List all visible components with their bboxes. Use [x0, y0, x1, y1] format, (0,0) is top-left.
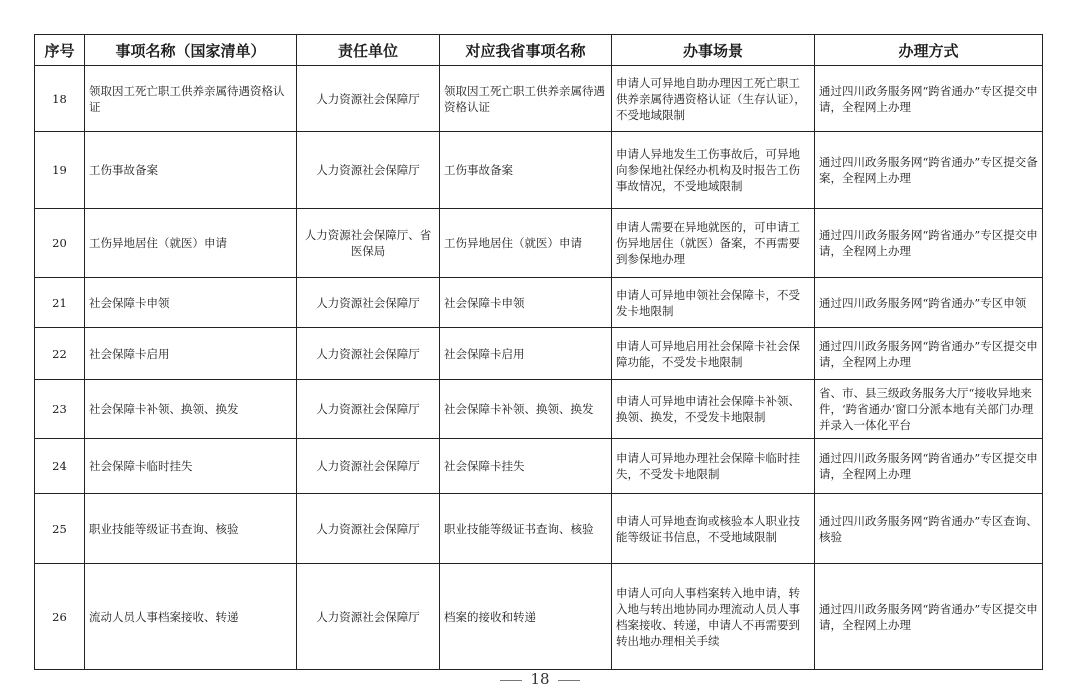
table-header-row: [35, 35, 1043, 66]
row-number: 21: [35, 278, 85, 328]
scene-text: 申请人可异地办理社会保障卡临时挂失，不受发卡地限制: [612, 439, 815, 494]
responsible-unit: 人力资源社会保障厅: [297, 380, 440, 439]
item-name: 社会保障卡启用: [85, 328, 297, 380]
responsible-unit: 人力资源社会保障厅: [297, 439, 440, 494]
table-row: [35, 66, 1043, 132]
scene-text: 申请人异地发生工伤事故后，可异地向参保地社保经办机构及时报告工伤事故情况，不受地域限制: [612, 132, 815, 209]
row-number: 22: [35, 328, 85, 380]
province-item-name: 社会保障卡申领: [440, 278, 612, 328]
row-number: 23: [35, 380, 85, 439]
responsible-unit: 人力资源社会保障厅: [297, 328, 440, 380]
scene-text: 申请人可异地申请社会保障卡补领、换领、换发，不受发卡地限制: [612, 380, 815, 439]
scene-text: 申请人可异地查询或核验本人职业技能等级证书信息，不受地域限制: [612, 494, 815, 564]
method-text: 通过四川政务服务网“跨省通办”专区查询、核验: [815, 494, 1043, 564]
table-row: [35, 209, 1043, 278]
page-footer: [0, 670, 1080, 688]
scene-text: 申请人可异地申领社会保障卡，不受发卡地限制: [612, 278, 815, 328]
table-row: [35, 494, 1043, 564]
header-scene: 办事场景: [612, 35, 815, 66]
footer-dash-left: [500, 680, 522, 681]
item-name: 工伤异地居住（就医）申请: [85, 209, 297, 278]
items-table: [34, 34, 1043, 670]
page-number: 18: [530, 670, 550, 688]
header-method: 办理方式: [815, 35, 1043, 66]
province-item-name: 领取因工死亡职工供养亲属待遇资格认证: [440, 66, 612, 132]
method-text: 通过四川政务服务网“跨省通办”专区提交申请，全程网上办理: [815, 209, 1043, 278]
method-text: 通过四川政务服务网“跨省通办”专区提交申请，全程网上办理: [815, 328, 1043, 380]
province-item-name: 社会保障卡挂失: [440, 439, 612, 494]
table-row: [35, 328, 1043, 380]
scene-text: 申请人可向人事档案转入地申请，转入地与转出地协同办理流动人员人事档案接收、转递，申请人不再需要到转出地办理相关手续: [612, 564, 815, 670]
item-name: 社会保障卡临时挂失: [85, 439, 297, 494]
header-responsible-unit: 责任单位: [297, 35, 440, 66]
responsible-unit: 人力资源社会保障厅: [297, 66, 440, 132]
method-text: 通过四川政务服务网“跨省通办”专区提交申请，全程网上办理: [815, 564, 1043, 670]
method-text: 通过四川政务服务网“跨省通办”专区提交申请，全程网上办理: [815, 66, 1043, 132]
table-row: [35, 380, 1043, 439]
responsible-unit: 人力资源社会保障厅: [297, 494, 440, 564]
row-number: 20: [35, 209, 85, 278]
method-text: 省、市、县三级政务服务大厅“接收异地来件，‘跨省通办’窗口分派本地有关部门办理并录入一体化平台: [815, 380, 1043, 439]
header-province-item: 对应我省事项名称: [440, 35, 612, 66]
scene-text: 申请人可异地启用社会保障卡社会保障功能，不受发卡地限制: [612, 328, 815, 380]
responsible-unit: 人力资源社会保障厅: [297, 132, 440, 209]
province-item-name: 档案的接收和转递: [440, 564, 612, 670]
item-name: 工伤事故备案: [85, 132, 297, 209]
header-no: 序号: [35, 35, 85, 66]
row-number: 24: [35, 439, 85, 494]
item-name: 社会保障卡补领、换领、换发: [85, 380, 297, 439]
table-row: [35, 439, 1043, 494]
item-name: 社会保障卡申领: [85, 278, 297, 328]
responsible-unit: 人力资源社会保障厅: [297, 278, 440, 328]
method-text: 通过四川政务服务网“跨省通办”专区申领: [815, 278, 1043, 328]
province-item-name: 职业技能等级证书查询、核验: [440, 494, 612, 564]
table-row: [35, 132, 1043, 209]
method-text: 通过四川政务服务网“跨省通办”专区提交备案，全程网上办理: [815, 132, 1043, 209]
table-row: [35, 564, 1043, 670]
row-number: 26: [35, 564, 85, 670]
footer-dash-right: [558, 680, 580, 681]
item-name: 职业技能等级证书查询、核验: [85, 494, 297, 564]
header-item-name: 事项名称（国家清单）: [85, 35, 297, 66]
province-item-name: 工伤异地居住（就医）申请: [440, 209, 612, 278]
responsible-unit: 人力资源社会保障厅、省医保局: [297, 209, 440, 278]
province-item-name: 社会保障卡补领、换领、换发: [440, 380, 612, 439]
responsible-unit: 人力资源社会保障厅: [297, 564, 440, 670]
scene-text: 申请人可异地自助办理因工死亡职工供养亲属待遇资格认证（生存认证），不受地域限制: [612, 66, 815, 132]
row-number: 25: [35, 494, 85, 564]
method-text: 通过四川政务服务网“跨省通办”专区提交申请，全程网上办理: [815, 439, 1043, 494]
item-name: 领取因工死亡职工供养亲属待遇资格认证: [85, 66, 297, 132]
province-item-name: 工伤事故备案: [440, 132, 612, 209]
table-row: [35, 278, 1043, 328]
row-number: 19: [35, 132, 85, 209]
scene-text: 申请人需要在异地就医的，可申请工伤异地居住（就医）备案，不再需要到参保地办理: [612, 209, 815, 278]
item-name: 流动人员人事档案接收、转递: [85, 564, 297, 670]
row-number: 18: [35, 66, 85, 132]
province-item-name: 社会保障卡启用: [440, 328, 612, 380]
